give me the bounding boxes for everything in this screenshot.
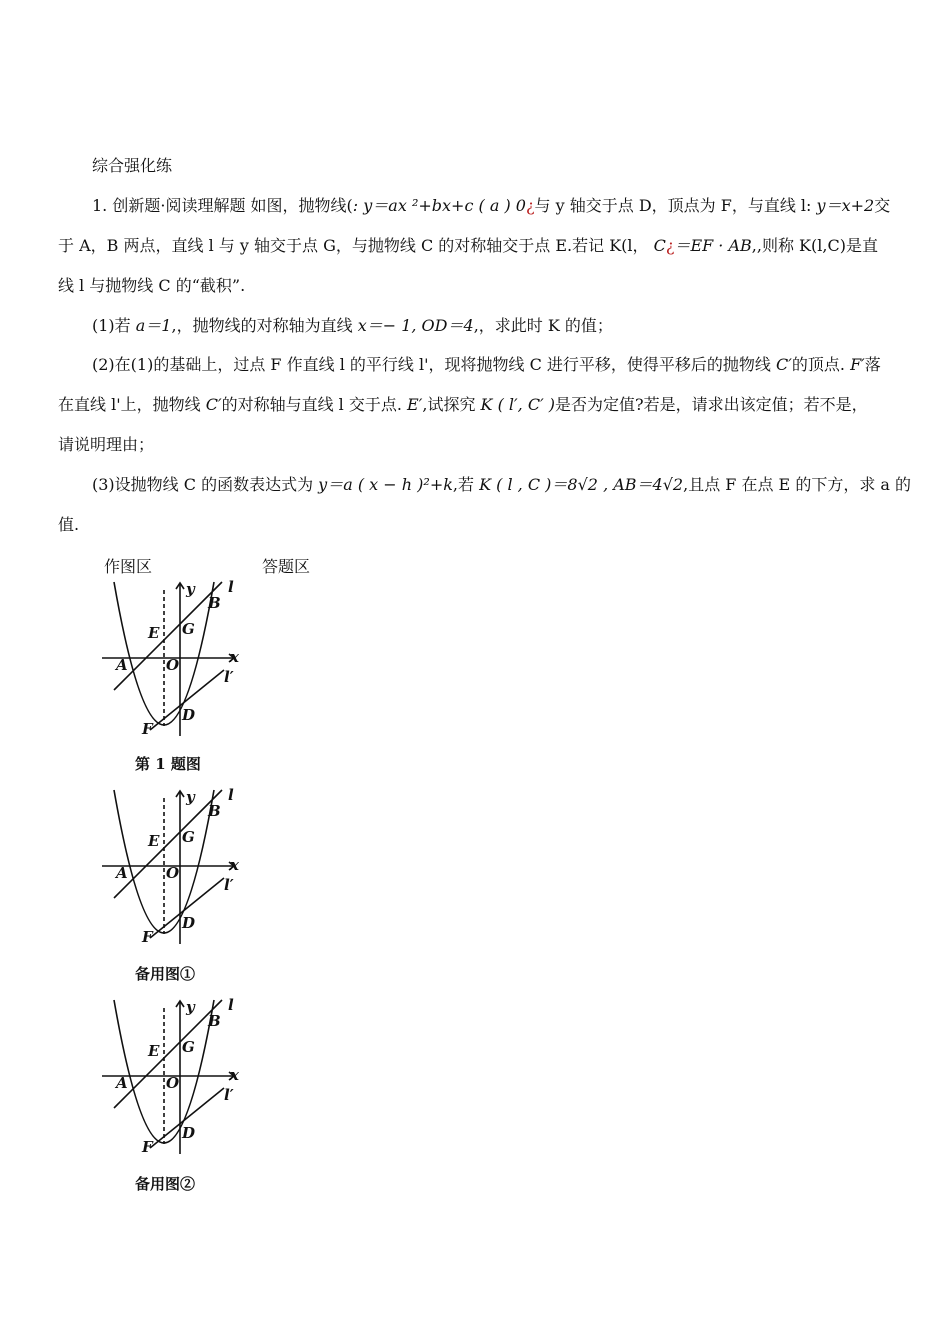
label-D: D	[182, 914, 196, 932]
label-A: A	[116, 864, 128, 882]
label-E: E	[148, 832, 160, 850]
label-y: y	[186, 788, 195, 806]
label-l: l	[228, 578, 234, 596]
label-l-prime: l′	[224, 876, 234, 894]
label-l-prime: l′	[224, 668, 234, 686]
problem-intro-line-1: 1. 创新题·阅读理解题 如图，抛物线(: y＝ax ²+bx+c ( a ) 0¿与 y 轴交于点 D，顶点为 F，与直线 l: y＝x+2交	[92, 196, 891, 215]
problem-intro-line-2: 于 A，B 两点，直线 l 与 y 轴交于点 G，与抛物线 C 的对称轴交于点 E.若记 K(l， C¿＝EF · AB,,则称 K(l,C)是直	[58, 236, 878, 255]
label-D: D	[182, 1124, 196, 1142]
question-2-line-2: 在直线 l'上，抛物线 C′的对称轴与直线 l 交于点. E′,试探究 K ( l′, C′ )是否为定值?若是，请求出该定值；若不是，	[58, 395, 868, 414]
question-1: (1)若 a＝1,，抛物线的对称轴为直线 x＝− 1, OD＝4,，求此时 K 的值；	[92, 316, 613, 335]
drawing-area-label: 作图区	[104, 557, 153, 576]
label-B: B	[208, 1012, 221, 1030]
spare-figure-1	[96, 786, 246, 956]
label-y: y	[186, 998, 195, 1016]
question-3-line-1: (3)设抛物线 C 的函数表达式为 y＝a ( x − h )²+k,若 K ( l , C )＝8√2 , AB＝4√2,且点 F 在点 E 的下方，求 a 的	[92, 475, 912, 494]
label-x: x	[230, 1066, 239, 1084]
label-B: B	[208, 594, 221, 612]
caption-spare-figure-1: 备用图①	[135, 965, 196, 983]
label-x: x	[230, 856, 239, 874]
label-F: F	[142, 928, 153, 946]
section-title: 综合强化练	[92, 156, 173, 175]
question-3-line-2: 值.	[58, 515, 80, 534]
caption-figure-1: 第 1 题图	[135, 755, 201, 773]
figure-1-parabola	[96, 578, 246, 748]
label-G: G	[182, 620, 195, 638]
label-G: G	[182, 1038, 195, 1056]
question-2-line-1: (2)在(1)的基础上，过点 F 作直线 l 的平行线 l'，现将抛物线 C 进行平移，使得平移后的抛物线 C′的顶点. F′落	[92, 355, 881, 374]
spare-figure-2	[96, 996, 246, 1166]
label-l: l	[228, 786, 234, 804]
label-x: x	[230, 648, 239, 666]
answer-area-label: 答题区	[262, 557, 311, 576]
label-l-prime: l′	[224, 1086, 234, 1104]
label-F: F	[142, 720, 153, 738]
label-y: y	[186, 580, 195, 598]
label-l: l	[228, 996, 234, 1014]
label-A: A	[116, 1074, 128, 1092]
problem-intro-line-3: 线 l 与抛物线 C 的“截积”.	[58, 276, 246, 295]
label-D: D	[182, 706, 196, 724]
label-E: E	[148, 1042, 160, 1060]
label-E: E	[148, 624, 160, 642]
question-2-line-3: 请说明理由；	[58, 435, 155, 454]
label-O: O	[166, 864, 180, 882]
label-A: A	[116, 656, 128, 674]
label-O: O	[166, 656, 180, 674]
label-O: O	[166, 1074, 180, 1092]
label-G: G	[182, 828, 195, 846]
label-F: F	[142, 1138, 153, 1156]
label-B: B	[208, 802, 221, 820]
caption-spare-figure-2: 备用图②	[135, 1175, 196, 1193]
